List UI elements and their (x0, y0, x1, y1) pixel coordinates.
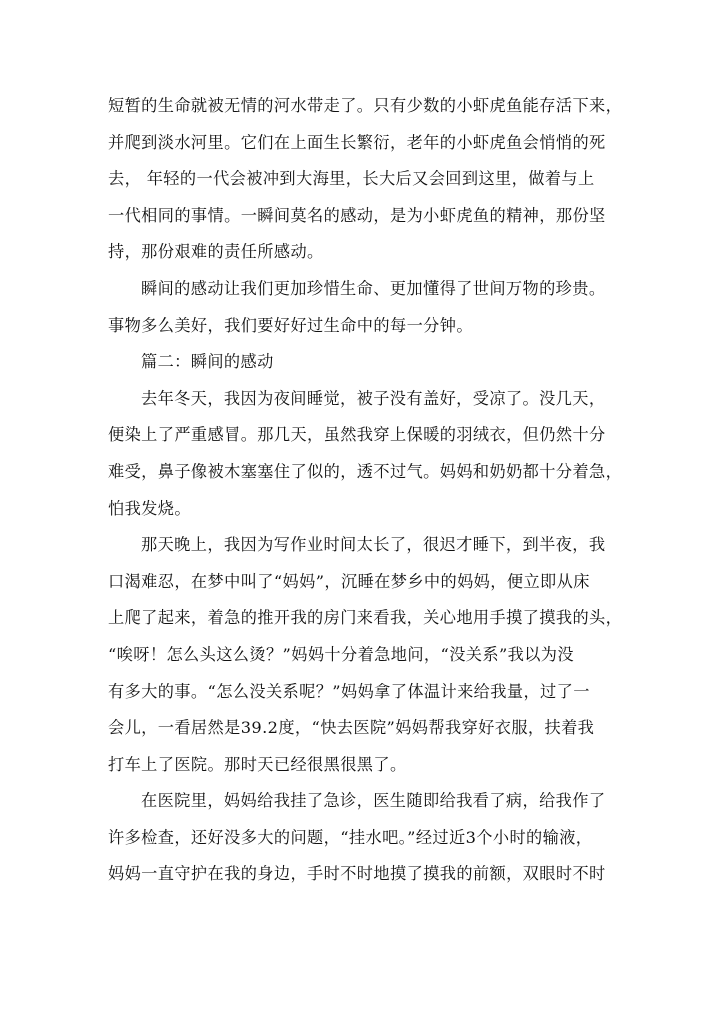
text-line: 怕我发烧。 (108, 498, 191, 518)
text-line: 并爬到淡水河里。它们在上面生长繁衍，老年的小虾虎鱼会悄悄的死 (108, 132, 606, 152)
text-line: 事物多么美好，我们要好好过生命中的每一分钟。 (108, 315, 473, 335)
section-heading: 篇二：瞬间的感动 (141, 352, 274, 372)
text-line: 打车上了医院。那时天已经很黑很黑了。 (108, 754, 407, 774)
text-line: 口渴难忍，在梦中叫了“妈妈”，沉睡在梦乡中的妈妈，便立即从床 (108, 571, 590, 591)
text-line: 有多大的事。“怎么没关系呢？”妈妈拿了体温计来给我量，过了一 (108, 681, 590, 701)
document-body (108, 88, 623, 893)
text-line: 去， 年轻的一代会被冲到大海里，长大后又会回到这里，做着与上 (108, 169, 595, 189)
text-line: 难受，鼻子像被木塞塞住了似的，透不过气。妈妈和奶奶都十分着急， (108, 461, 623, 481)
text-line: “唉呀！怎么头这么烫？”妈妈十分着急地问，“没关系”我以为没 (108, 644, 574, 664)
paragraph-start-line: 那天晚上，我因为写作业时间太长了，很迟才睡下，到半夜，我 (141, 535, 606, 555)
text-line: 一代相同的事情。一瞬间莫名的感动，是为小虾虎鱼的精神，那份坚 (108, 205, 606, 225)
text-line: 妈妈一直守护在我的身边，手时不时地摸了摸我的前额，双眼时不时 (108, 864, 606, 884)
paragraph-start-line: 在医院里，妈妈给我挂了急诊，医生随即给我看了病，给我作了 (141, 791, 606, 811)
paragraph-start-line: 去年冬天，我因为夜间睡觉，被子没有盖好，受凉了。没几天， (141, 388, 606, 408)
paragraph-start-line: 瞬间的感动让我们更加珍惜生命、更加懂得了世间万物的珍贵。 (141, 278, 606, 298)
text-line: 便染上了严重感冒。那几天，虽然我穿上保暖的羽绒衣，但仍然十分 (108, 425, 606, 445)
text-line: 会儿，一看居然是39.2度，“快去医院”妈妈帮我穿好衣服，扶着我 (108, 718, 595, 738)
text-line: 许多检查，还好没多大的问题，“挂水吧。”经过近3个小时的输液， (108, 827, 593, 847)
text-line: 上爬了起来，着急的推开我的房门来看我，关心地用手摸了摸我的头， (108, 608, 623, 628)
text-line: 持，那份艰难的责任所感动。 (108, 242, 324, 262)
text-line: 短暂的生命就被无情的河水带走了。只有少数的小虾虎鱼能存活下来， (108, 96, 623, 115)
